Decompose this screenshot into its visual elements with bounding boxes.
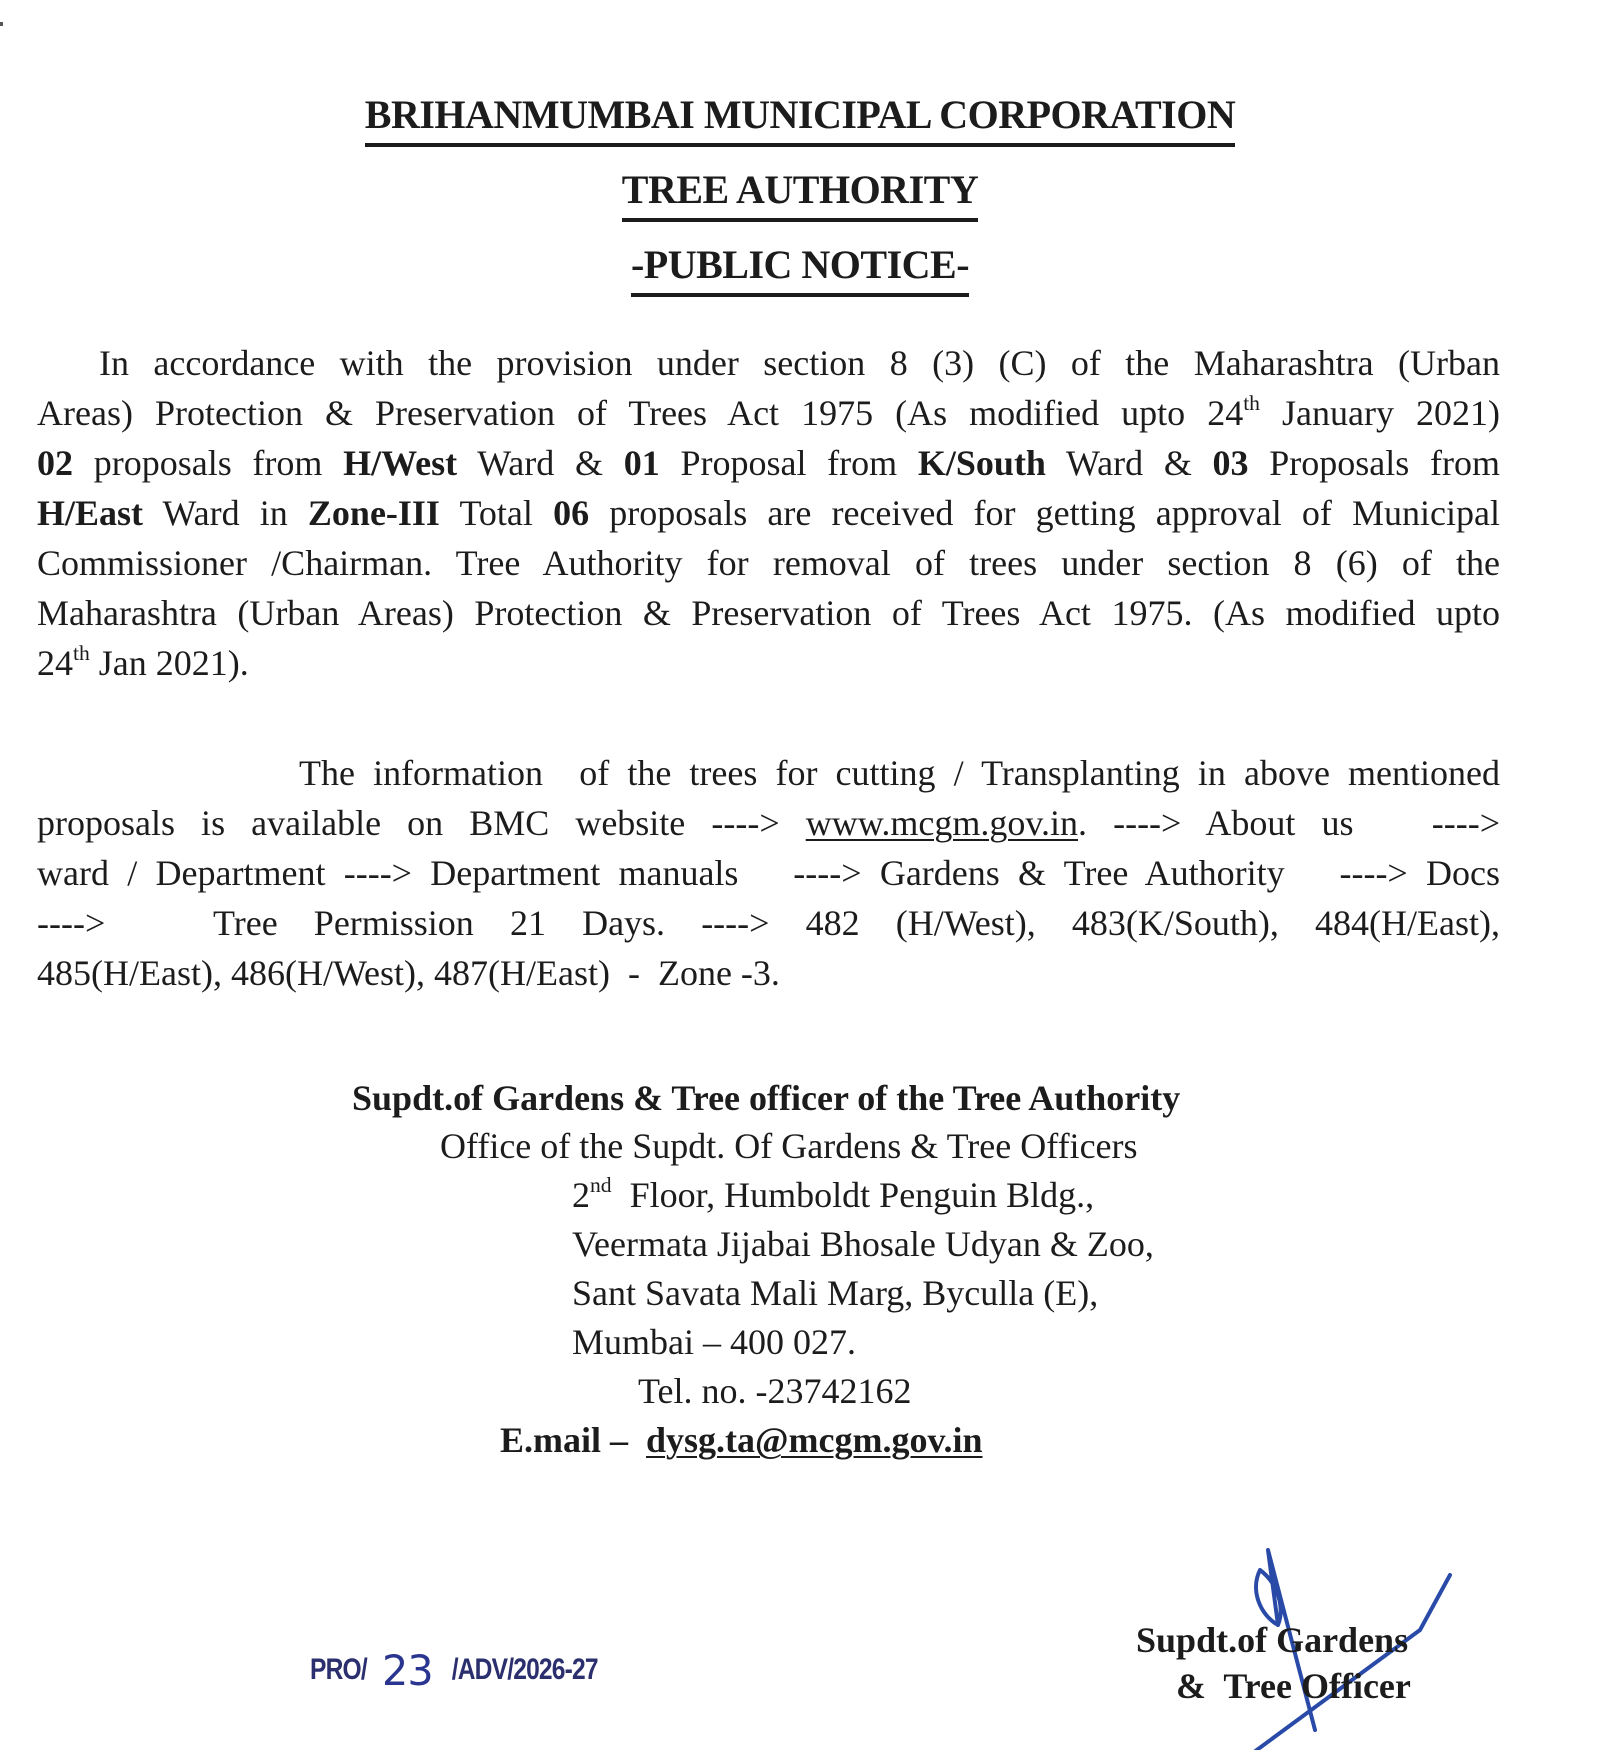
text-run: Ward in [143, 493, 308, 533]
text-run: 485(H/East), 486(H/West), 487(H/East) - Zone -3. [37, 953, 780, 993]
stamp-handwritten-number: 23 [382, 1646, 433, 1695]
paragraph-line [37, 488, 1500, 538]
text-run: January 2021) [1259, 393, 1500, 433]
text-run: proposals from [73, 443, 344, 483]
text-run: proposals are received for getting approval of Municipal [589, 493, 1501, 533]
superscript: th [1243, 391, 1260, 415]
text-run: proposals is available on BMC website ----> [37, 803, 806, 843]
email-label: E.mail – [500, 1420, 629, 1460]
paragraph-line [37, 748, 1500, 798]
stamp-suffix: /ADV/2026-27 [451, 1653, 598, 1686]
bold-text: 01 [623, 443, 660, 483]
website-link[interactable]: www.mcgm.gov.in [805, 803, 1079, 843]
bold-text: Zone-III [307, 493, 440, 533]
paragraph-line [37, 848, 1500, 898]
paragraph-line [37, 538, 1500, 588]
paragraph-line [37, 388, 1500, 438]
org-heading-text: BRIHANMUMBAI MUNICIPAL CORPORATION [365, 95, 1235, 147]
text-run: . ----> About us ----> [1078, 803, 1500, 843]
floor-rest: Floor, Humboldt Penguin Bldg., [611, 1175, 1095, 1215]
text-run: ----> Tree Permission 21 Days. ----> 482 (H/West), 483(K/South), 484(H/East), [37, 903, 1500, 943]
signoff-line-1: Supdt.of Gardens [1136, 1620, 1409, 1660]
notice-heading [0, 242, 1600, 297]
paragraph-line [37, 798, 1500, 848]
scan-mark [0, 22, 3, 26]
superscript: th [73, 641, 90, 665]
telephone: Tel. no. -23742162 [638, 1371, 912, 1411]
address-line-3: Sant Savata Mali Marg, Byculla (E), [572, 1273, 1099, 1313]
bold-text: 03 [1212, 443, 1249, 483]
notice-paragraph-1 [37, 338, 1500, 688]
floor-suffix: nd [590, 1173, 612, 1197]
text-run: ward / Department ----> Department manuals ----> Gardens & Tree Authority ----> Docs [37, 853, 1500, 893]
email-link[interactable]: dysg.ta@mcgm.gov.in [646, 1420, 983, 1460]
dept-heading [0, 167, 1600, 222]
officer-title: Supdt.of Gardens & Tree officer of the Tree Authority [352, 1078, 1181, 1118]
text-run: The information of the trees for cutting / Transplanting in above mentioned [299, 753, 1500, 793]
bold-text: H/West [343, 443, 458, 483]
paragraph-line [37, 338, 1500, 388]
text-run: Jan 2021). [89, 643, 249, 683]
text-run: Commissioner /Chairman. Tree Authority for removal of trees under section 8 (6) of the [37, 543, 1500, 583]
paragraph-line [37, 948, 1500, 998]
paragraph-line [37, 438, 1500, 488]
email-line [500, 1422, 983, 1458]
notice-heading-text: -PUBLIC NOTICE- [631, 245, 969, 297]
text-run: Proposal from [659, 443, 918, 483]
text-run: Ward & [1045, 443, 1213, 483]
bold-text: 02 [37, 443, 73, 483]
signoff-line-2: & Tree Officer [1176, 1666, 1411, 1706]
paragraph-line [37, 588, 1500, 638]
text-run: Total [439, 493, 554, 533]
address-line-2: Veermata Jijabai Bhosale Udyan & Zoo, [572, 1224, 1154, 1264]
dept-heading-text: TREE AUTHORITY [622, 170, 978, 222]
text-run: Proposals from [1248, 443, 1500, 483]
bold-text: 06 [553, 493, 590, 533]
text-run: Areas) Protection & Preservation of Trees Act 1975 (As modified upto 24 [37, 393, 1244, 433]
stamp-prefix: PRO/ [310, 1653, 367, 1686]
text-run: Maharashtra (Urban Areas) Protection & Preservation of Trees Act 1975. (As modified upto [37, 593, 1500, 633]
org-heading [0, 92, 1600, 147]
text-run: Ward & [457, 443, 624, 483]
address-line-4: Mumbai – 400 027. [572, 1322, 856, 1362]
paragraph-line [37, 638, 1500, 688]
notice-paragraph-2 [37, 748, 1500, 998]
reference-stamp [310, 1640, 598, 1695]
paragraph-line [37, 898, 1500, 948]
office-name: Office of the Supdt. Of Gardens & Tree Officers [440, 1126, 1138, 1166]
floor-number: 2 [572, 1175, 590, 1215]
bold-text: H/East [37, 493, 144, 533]
address-line-1 [572, 1173, 1095, 1215]
text-run: In accordance with the provision under section 8 (3) (C) of the Maharashtra (Urban [99, 343, 1500, 383]
bold-text: K/South [917, 443, 1046, 483]
text-run: 24 [37, 643, 73, 683]
